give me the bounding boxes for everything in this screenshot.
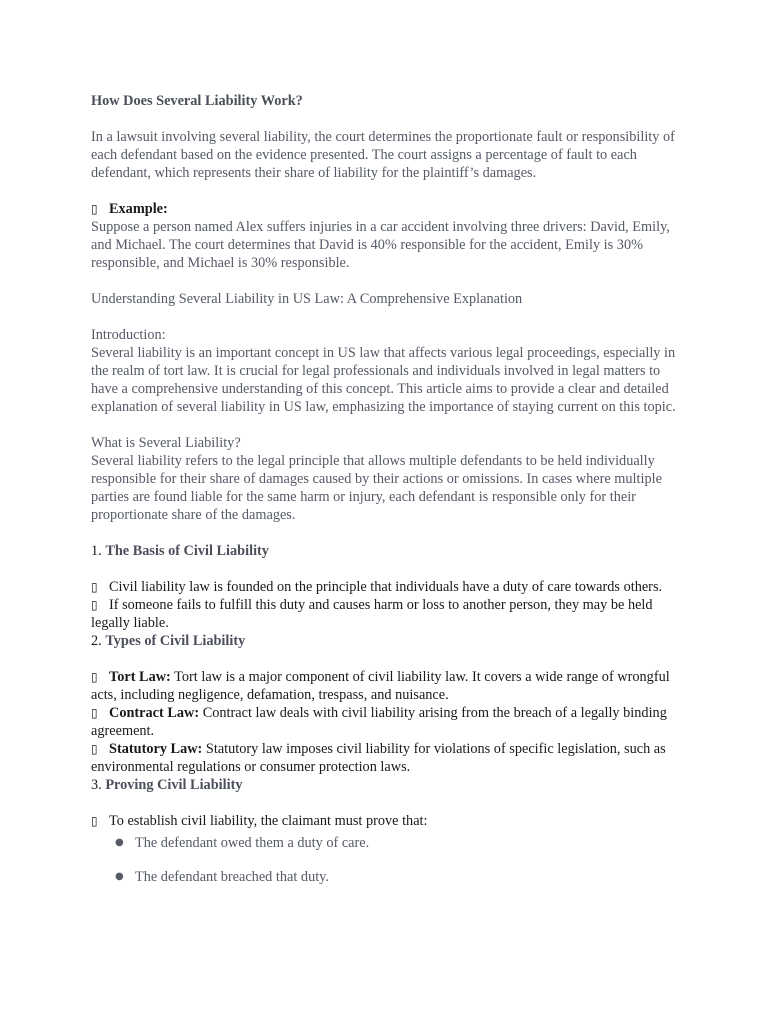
symbol-icon: ▯ [91,598,98,612]
symbol-icon: ▯ [91,670,98,684]
section-title: The Basis of Civil Liability [105,543,269,559]
symbol-icon: ▯ [91,814,98,828]
section-title: Types of Civil Liability [105,633,246,649]
list-item [91,740,678,776]
symbol-icon: ▯ [91,742,98,756]
symbol-icon: ▯ [91,706,98,720]
sub-list [91,834,678,886]
list-item-label: Tort Law: [109,669,171,685]
bullet-icon: ● [115,871,124,882]
sub-list-item [115,868,678,886]
section-heading [91,632,678,650]
list-item [91,578,678,596]
list-item [91,812,678,830]
list-item-text: Statutory law imposes civil liability for violations of specific legislation, such as environmental regulations or consumer protection laws. [91,741,666,775]
list-item [91,704,678,740]
list-item-text: If someone fails to fulfill this duty and causes harm or loss to another person, they may be held legally liable. [91,597,653,631]
article-subtitle: Understanding Several Liability in US Law: A Comprehensive Explanation [91,291,523,307]
what-is-text: Several liability refers to the legal principle that allows multiple defendants to be held individually responsible for their share of damages caused by their actions or omissions. In cases where multiple parties are found liable for the same harm or injury, each defendant is responsible only for their proportionate share of the damages. [91,453,662,523]
list-item [91,596,678,632]
section-heading [91,776,678,794]
list-item-text: Civil liability law is founded on the principle that individuals have a duty of care towards others. [109,579,663,595]
section-title: Proving Civil Liability [105,777,243,793]
list-item-text: Contract law deals with civil liability arising from the breach of a legally binding agreement. [91,705,667,739]
list-item-label: Contract Law: [109,705,200,721]
example-text: Suppose a person named Alex suffers injuries in a car accident involving three drivers: David, Emily, and Michael. The court determines that David is 40% responsible for the accident, Emily is 30% responsible, and Michael is 30% responsible. [91,219,670,271]
section-number: 1. [91,543,102,559]
page-title: How Does Several Liability Work? [91,93,303,109]
list-item [91,668,678,704]
sub-list-item-text: The defendant breached that duty. [135,869,329,885]
sub-list-item-text: The defendant owed them a duty of care. [135,835,370,851]
sub-list-item [115,834,678,852]
symbol-icon: ▯ [91,202,98,216]
example-heading [91,200,678,218]
bullet-icon: ● [115,837,124,848]
introduction-heading: Introduction: [91,327,166,343]
section-heading [91,542,678,560]
list-item-text: Tort law is a major component of civil liability law. It covers a wide range of wrongful acts, including negligence, defamation, trespass, and nuisance. [91,669,670,703]
list-item-label: Statutory Law: [109,741,203,757]
section-number: 3. [91,777,102,793]
intro-paragraph: In a lawsuit involving several liability, the court determines the proportionate fault or responsibility of each defendant based on the evidence presented. The court assigns a percentage of fault to each defendant, which represents their share of liability for the plaintiff’s damages. [91,129,675,181]
introduction-text: Several liability is an important concept in US law that affects various legal proceedings, especially in the realm of tort law. It is crucial for legal professionals and individuals involved in legal matters to have a comprehensive understanding of this concept. This article aims to provide a clear and detailed explanation of several liability in US law, emphasizing the importance of staying current on this topic. [91,345,676,415]
list-item-text: To establish civil liability, the claimant must prove that: [109,813,428,829]
section-number: 2. [91,633,102,649]
symbol-icon: ▯ [91,580,98,594]
what-is-heading: What is Several Liability? [91,435,241,451]
example-label: Example: [109,201,168,217]
